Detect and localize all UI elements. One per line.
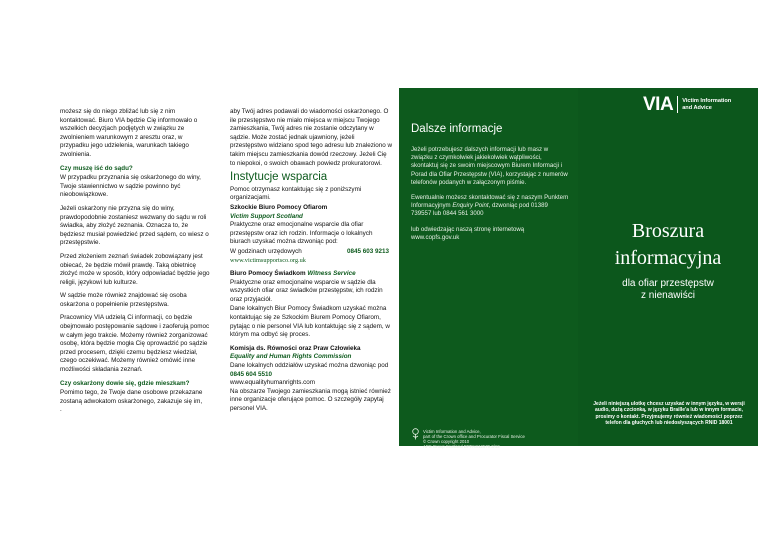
hours-row (230, 248, 393, 257)
further-info-title: Dalsze informacje (411, 123, 503, 135)
paragraph (411, 194, 569, 219)
org-name-en: Equality and Human Rights Commission (230, 353, 352, 361)
imprint-line: Victim Information and Advice, (423, 429, 481, 434)
phone-number: 0845 603 9213 (346, 247, 389, 255)
heading-address: Czy oskarżony dowie się, gdzie mieszkam? (60, 379, 190, 387)
heading-court: Czy muszę iść do sądu? (60, 164, 133, 172)
column-2 (218, 88, 399, 446)
further-info-content (411, 122, 569, 242)
org-name-pl: Biuro Pomocy Świadkom (230, 270, 306, 278)
leaflet-sheet (50, 88, 758, 449)
paragraph: W sądzie może również znajdować się osoba oskarżona o popełnienie przestępstwa. (60, 292, 187, 308)
logo-text (682, 98, 731, 112)
web-link[interactable]: www.victimsupportsco.org.uk (230, 256, 306, 264)
paragraph: Dane lokalnych Biur Pomocy Świadkom uzyskać można kontaktując się ze Szkockim Biurem Pomocy Ofiarom, pytając o nie personel VIA lub kontaktując się z sądem, w którym ma odbyć się proces. (230, 305, 390, 339)
web-link[interactable]: lub odwiedzając naszą stronę internetową www.copfs.gov.uk (411, 225, 525, 241)
paragraph: aby Twój adres podawali do wiadomości oskarżonego. O ile przestępstwo nie miało miejsca w miejscu Twojego zamieszkania, Twój adres nie zostanie odczytany w sądzie. Może zostać jednak ujawniony, jeżeli przestępstwo widziano spod tego adresu lub znaleziono w takim miejscu zamieszkania dowód rzeczowy. Jeżeli Cię to niepokoi, o swoich obawach powiedz prokuratorowi. (230, 108, 393, 167)
paragraph: możesz się do niego zbliżać lub się z nim kontaktować. Biuro VIA będzie Cię informowało o wszelkich decyzjach podjętych w związku ze zwolnieniem warunkowym z aresztu oraz, w przypadku jego udzielenia, warunkach takiego zwolnienia. (60, 108, 198, 158)
org-name: Komisja ds. Równości oraz Praw Człowieka (230, 344, 361, 352)
column-1 (50, 88, 218, 446)
section-title: Instytucje wsparcia (230, 171, 328, 184)
text: , dzwoniąc pod 01389 739557 lub 0844 561 3000 (411, 202, 548, 218)
paragraph: Jeżeli oskarżony nie przyzna się do winy, prawdopodobnie zostaniesz wezwany do sądu w roli świadka, aby złożyć zeznania. Oznacza to, że będziesz musiał powiedzieć przed sądem, co wiesz o przestępstwie. (60, 204, 209, 247)
paragraph: W przypadku przyznania się oskarżonego do winy, Twoje stawiennictwo w sądzie powinno być nieobowiązkowe. (60, 174, 201, 199)
enquiry-point: Enquiry Point (452, 202, 489, 210)
paragraph: Jeżeli potrzebujesz dalszych informacji lub masz w związku z czymkolwiek jakiekolwiek wątpliwości, skontaktuj się ze swoim miejscowym Biurem Informacji i Porad dla Ofiar Przestępstw (VIA), korzystając z numerów telefonów podanych w załączonym piśmie. (411, 146, 568, 186)
cover-subtitle (578, 278, 758, 302)
green-panel (399, 88, 758, 449)
cover-subtitle-line: dla ofiar przestępstw (622, 278, 714, 289)
paragraph: Pracownicy VIA udzielą Ci informacji, co będzie obejmowało postępowanie sądowe i zaoferują pomoc w całym jego trakcie. Możemy również zorganizować osobę, która będzie mogła Cię oprowadzić po sądzie przed procesem, dzięki czemu będziesz wiedział, czego oczekiwać. Możemy również omówić inne możliwości składania zeznań. (60, 314, 210, 374)
cover-title-line: informacyjna (614, 247, 722, 269)
imprint-line: part of the Crown office and Procurator Fiscal Service (423, 434, 525, 439)
logo-divider (677, 96, 678, 113)
cover-subtitle-line: z nienawiści (641, 290, 695, 301)
paragraph: Dane lokalnych oddziałów uzyskać można dzwoniąc pod (230, 362, 389, 370)
org-name-en: Witness Service (307, 270, 356, 278)
cover-title (578, 218, 758, 272)
text: Ewentualnie możesz skontaktować się z naszym Punktem Informacyjnym (411, 194, 569, 210)
cover-panel (578, 88, 758, 446)
imprint (423, 429, 525, 449)
org-name-en: Victim Support Scotland (230, 212, 303, 220)
hours-label: W godzinach urzędowych (230, 247, 302, 255)
thistle-icon (411, 428, 420, 440)
accessibility-note: Jeżeli niniejszą ulotkę chcesz uzyskać w innym języku, w wersji audio, dużą czcionką, w języku Braille'a lub w innym formacie, prosimy o kontakt. Przyjmujemy również wiadomości poprzez telefon dla głuchych lub niedosłyszących RNID 18001 (593, 401, 745, 426)
paragraph: Pomoc otrzymasz kontaktując się z poniższymi organizacjami. (230, 185, 362, 202)
paragraph: Praktyczne oraz emocjonalne wsparcie w sądzie dla wszystkich ofiar oraz świadków przestępstw, ich rodzin oraz przyjaciół. (230, 278, 383, 303)
paragraph: Praktyczne oraz emocjonalne wsparcie dla ofiar przestępstw oraz ich rodzin. Informacje o lokalnych biurach uzyskać można dzwoniąc pod: (230, 221, 373, 246)
further-info-panel (399, 88, 578, 449)
logo-mark: VIA (643, 94, 674, 115)
paragraph: Na obszarze Twojego zamieszkania mogą istnieć również inne organizacje oferujące pomoc. O szczegóły zapytaj personel VIA. (230, 387, 391, 412)
paragraph: Przed złożeniem zeznań świadek zobowiązany jest obiecać, że będzie mówił prawdę. Taką obietnicę złożyć może w sposób, który odpowiadać będzie jego religii, językowi lub kulturze. (60, 252, 210, 286)
imprint-line: © Crown copyright 2010 (423, 439, 470, 444)
imprint-line: APS Group Scotland DPPAS12579 3/12 (423, 444, 500, 449)
phone-number: 0845 604 5510 (230, 370, 273, 378)
logo-line: Victim Information (682, 97, 732, 104)
logo-line: and Advice (682, 104, 712, 111)
org-name: Szkockie Biuro Pomocy Ofiarom (230, 203, 328, 211)
via-logo (643, 95, 731, 114)
web-link[interactable]: www.equalityhumanrights.com (230, 379, 316, 387)
paragraph: Pomimo tego, że Twoje dane osobowe przekazane zostaną adwokatom oskarżonego, zakazuje się im, (60, 389, 203, 405)
org-name (230, 270, 393, 279)
paragraph: . (60, 406, 62, 414)
cover-title-line: Broszura (631, 220, 705, 242)
